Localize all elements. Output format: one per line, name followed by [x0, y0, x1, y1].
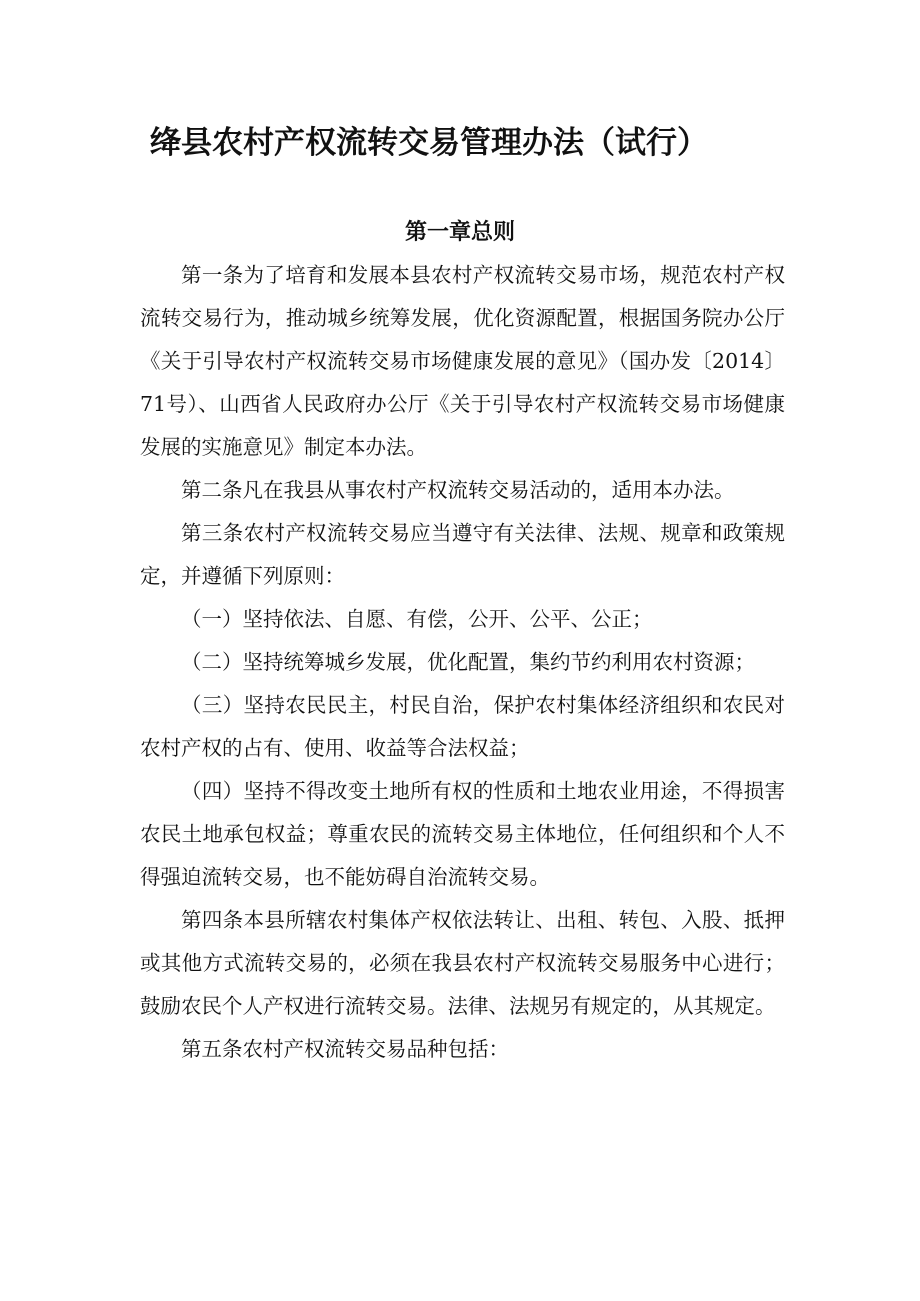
document-title: 绛县农村产权流转交易管理办法（试行）	[150, 125, 708, 161]
paragraph-principle-4: （四）坚持不得改变土地所有权的性质和土地农业用途，不得损害农民土地承包权益；尊重农民的流转交易主体地位，任何组织和个人不得强迫流转交易，也不能妨碍自治流转交易。	[140, 779, 785, 889]
paragraph-article-4: 第四条本县所辖农村集体产权依法转让、出租、转包、入股、抵押或其他方式流转交易的，必须在我县农村产权流转交易服务中心进行；鼓励农民个人产权进行流转交易。法律、法规另有规定的，从其规定。	[140, 908, 785, 1018]
paragraph-principle-1: （一）坚持依法、自愿、有偿，公开、公平、公正；	[181, 607, 653, 631]
paragraph-principle-3: （三）坚持农民民主，村民自治，保护农村集体经济组织和农民对农村产权的占有、使用、收益等合法权益；	[140, 693, 785, 760]
paragraph-article-5: 第五条农村产权流转交易品种包括：	[181, 1037, 509, 1061]
paragraph-article-3: 第三条农村产权流转交易应当遵守有关法律、法规、规章和政策规定，并遵循下列原则：	[140, 521, 785, 588]
paragraph-principle-2: （二）坚持统筹城乡发展，优化配置，集约节约利用农村资源；	[181, 650, 755, 674]
paragraph-article-2: 第二条凡在我县从事农村产权流转交易活动的，适用本办法。	[181, 478, 735, 502]
chapter-heading: 第一章总则	[404, 220, 515, 245]
paragraph-article-1: 第一条为了培育和发展本县农村产权流转交易市场，规范农村产权流转交易行为，推动城乡统筹发展，优化资源配置，根据国务院办公厅《关于引导农村产权流转交易市场健康发展的意见》（国办发〔2014〕71号）、山西省人民政府办公厅《关于引导农村产权流转交易市场健康发展的实施意见》制定本办法。	[140, 263, 785, 459]
document-body	[140, 254, 785, 1071]
